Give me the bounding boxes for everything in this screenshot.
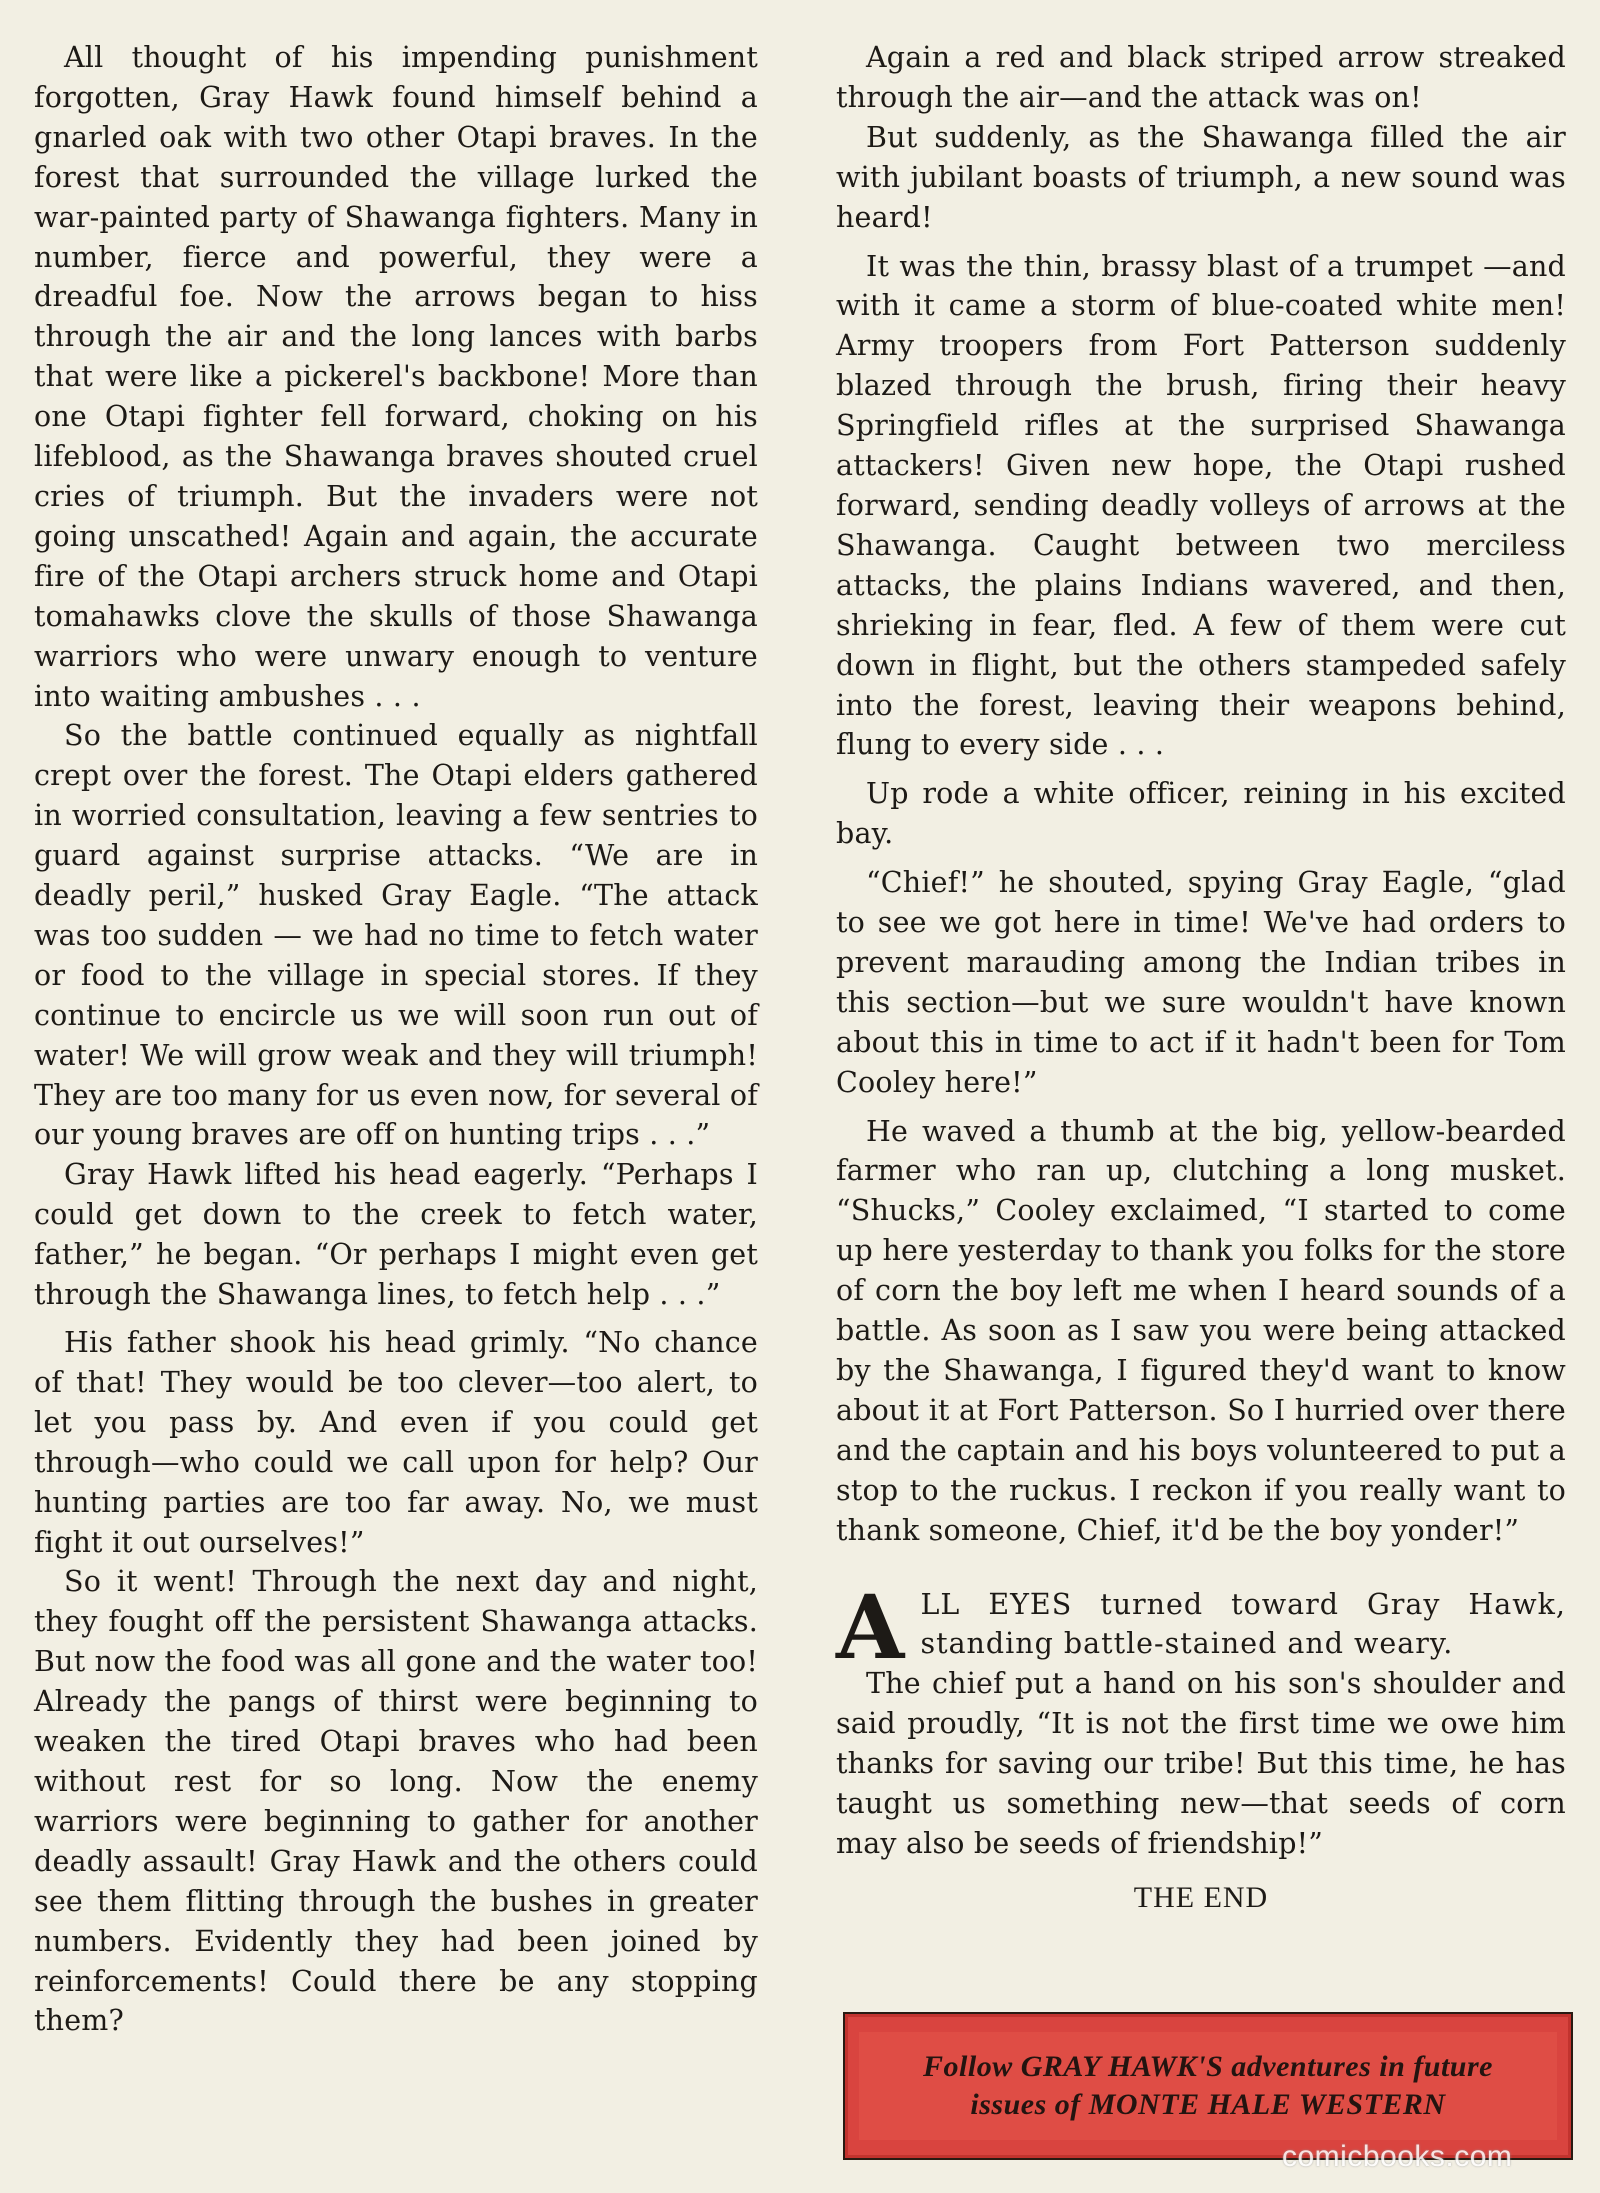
promo-box-inner — [859, 2032, 1557, 2140]
story-paragraph: “Chief!” he shouted, spying Gray Eagle, “glad to see we got here in time! We've had orders to prevent marauding among the Indian tribes in this section—but we sure wouldn't have known about this in time to act if it hadn't been for Tom Cooley here!” — [836, 866, 1566, 1099]
promo-line-1: Follow GRAY HAWK'S adventures in future — [923, 2050, 1493, 2083]
story-paragraph: He waved a thumb at the big, yellow-bearded farmer who ran up, clutching a long musket. “Shucks,” Cooley exclaimed, “I started to come up here yesterday to thank you folks for the store of corn the boy left me when I heard sounds of a battle. As soon as I saw you were being attacked by the Shawanga, I figured they'd want to know about it at Fort Patterson. So I hurried over there and the captain and his boys volunteered to put a stop to the ruckus. I reckon if you really want to thank someone, Chief, it'd be the boy yonder!” — [836, 1114, 1566, 1547]
site-watermark: comicbooks.com — [1282, 2140, 1513, 2173]
story-paragraph: So the battle continued equally as nightfall crept over the forest. The Otapi elders gathered in worried consultation, leaving a few sentries to guard against surprise attacks. “We are in deadly peril,” husked Gray Eagle. “The attack was too sudden — we had no time to fetch water or food to the village in special stores. If they continue to encircle us we will soon run out of water! We will grow weak and they will triumph! They are too many for us even now, for several of our young braves are off on hunting trips . . .” — [34, 719, 758, 1152]
story-paragraph: But suddenly, as the Shawanga filled the air with jubilant boasts of triumph, a new sound was heard! — [836, 120, 1566, 234]
drop-cap-letter: A — [836, 1574, 905, 1679]
story-paragraph: Again a red and black striped arrow streaked through the air—and the attack was on! — [836, 41, 1566, 114]
story-paragraph: Gray Hawk lifted his head eagerly. “Perhaps I could get down to the creek to fetch water, father,” he began. “Or perhaps I might even get through the Shawanga lines, to fetch help . . .” — [34, 1158, 758, 1312]
the-end-label: THE END — [1133, 1880, 1269, 1914]
promo-box — [843, 2012, 1573, 2160]
promo-line-2: issues of MONTE HALE WESTERN — [970, 2088, 1446, 2121]
closing-first-line: LL EYES turned toward Gray Hawk, standing battle-stained and weary. — [920, 1587, 1566, 1661]
closing-paragraph — [836, 1574, 1566, 1679]
story-paragraph: All thought of his impending punishment forgotten, Gray Hawk found himself behind a gnarled oak with two other Otapi braves. In the forest that surrounded the village lurked the war-painted party of Shawanga fighters. Many in number, fierce and powerful, they were a dreadful foe. Now the arrows began to hiss through the air and the long lances with barbs that were like a pickerel's backbone! More than one Otapi fighter fell forward, choking on his lifeblood, as the Shawanga braves shouted cruel cries of triumph. But the invaders were not going unscathed! Again and again, the accurate fire of the Otapi archers struck home and Otapi tomahawks clove the skulls of those Shawanga warriors who were unwary enough to venture into waiting ambushes . . . — [34, 41, 758, 713]
right-text-column — [836, 38, 1566, 1918]
story-paragraph: His father shook his head grimly. “No chance of that! They would be too clever—too alert, to let you pass by. And even if you could get through—who could we call upon for help? Our hunting parties are too far away. No, we must fight it out ourselves!” — [34, 1326, 758, 1559]
story-paragraph: It was the thin, brassy blast of a trumpet —and with it came a storm of blue-coated white men! Army troopers from Fort Patterson suddenly blazed through the brush, firing their heavy Springfield rifles at the surprised Shawanga attackers! Given new hope, the Otapi rushed forward, sending deadly volleys of arrows at the Shawanga. Caught between two merciless attacks, the plains Indians wavered, and then, shrieking in fear, fled. A few of them were cut down in flight, but the others stampeded safely into the forest, leaving their weapons behind, flung to every side . . . — [836, 249, 1566, 762]
left-text-column — [34, 38, 758, 2041]
story-paragraph: Up rode a white officer, reining in his excited bay. — [836, 777, 1566, 851]
final-paragraph: The chief put a hand on his son's shoulder and said proudly, “It is not the first time we owe him thanks for saving our tribe! But this time, he has taught us something new—that seeds of corn may also be seeds of friendship!” — [836, 1667, 1566, 1860]
story-paragraph: So it went! Through the next day and night, they fought off the persistent Shawanga attacks. But now the food was all gone and the water too! Already the pangs of thirst were beginning to weaken the tired Otapi braves who had been without rest for so long. Now the enemy warriors were beginning to gather for another deadly assault! Gray Hawk and the others could see them flitting through the bushes in greater numbers. Evidently they had been joined by reinforcements! Could there be any stopping them? — [34, 1565, 758, 2038]
